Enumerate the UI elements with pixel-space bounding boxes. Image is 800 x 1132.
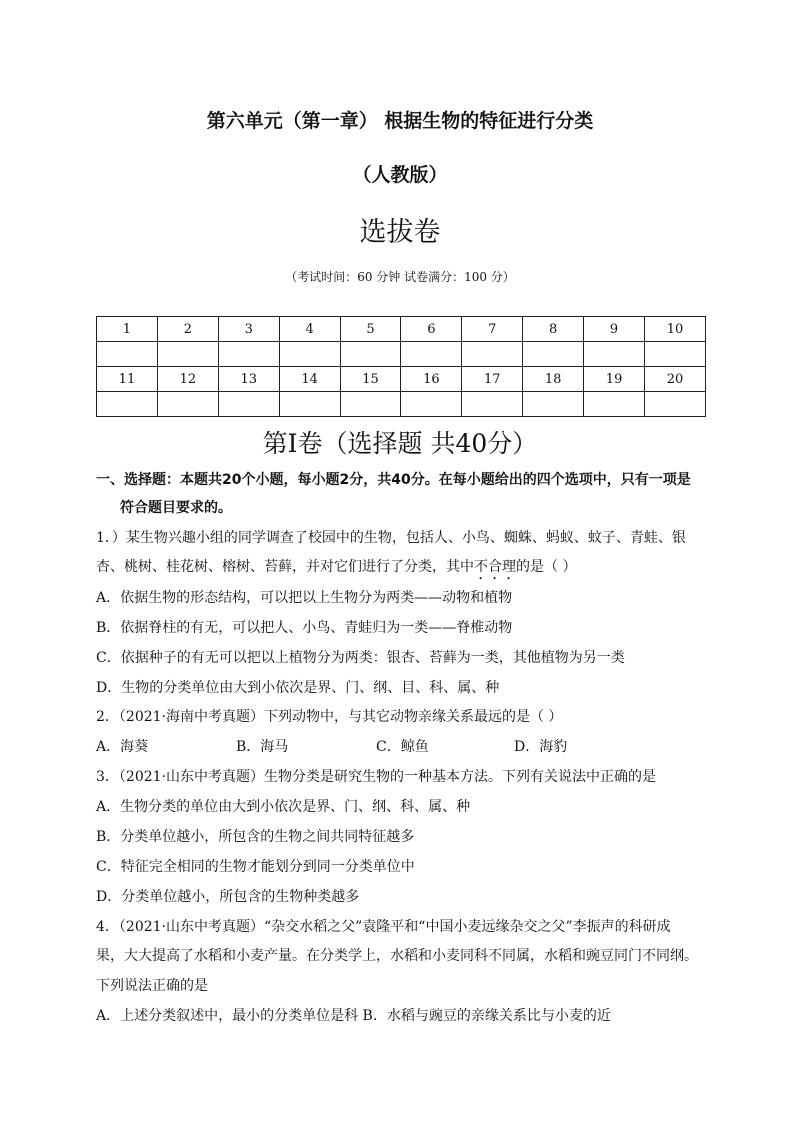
table-cell: 19: [584, 367, 645, 392]
answer-cell: [645, 392, 706, 417]
question-1-stem-continued: [96, 557, 576, 583]
answer-table: [96, 316, 706, 417]
question-1-option-b: B．依据脊柱的有无，可以把人、小鸟、青蛙归为一类——脊椎动物: [96, 620, 513, 636]
table-cell: 11: [97, 367, 158, 392]
question-4-stem-continued: 果，大大提高了水稻和小麦产量。在分类学上，水稻和小麦同科不同属，水稻和豌豆同门不同纲。: [96, 948, 698, 964]
table-cell: 9: [584, 317, 645, 342]
question-4-stem: 4．（2021·山东中考真题）“杂交水稻之父”袁隆平和“中国小麦远缘杂交之父”李振声的科研成: [96, 919, 671, 935]
answer-cell: [97, 342, 158, 367]
answer-cell: [218, 392, 279, 417]
paper-type: 选拔卷: [359, 217, 441, 248]
section-instruction-continued: 符合题目要求的。: [120, 500, 232, 516]
answer-table-number-row: [97, 317, 706, 342]
table-cell: 8: [523, 317, 584, 342]
table-cell: 7: [462, 317, 523, 342]
section-title: 第Ⅰ卷（选择题 共40分）: [262, 429, 538, 458]
exam-info: （考试时间：60 分钟 试卷满分：100 分）: [285, 270, 515, 284]
answer-cell: [97, 392, 158, 417]
question-1-option-d: D．生物的分类单位由大到小依次是界、门、纲、目、科、属、种: [96, 680, 500, 696]
question-2-option-c: C．鲸鱼: [376, 739, 429, 755]
question-2-option-b: B．海马: [236, 739, 289, 755]
answer-cell: [462, 392, 523, 417]
question-1-option-a: A．依据生物的形态结构，可以把以上生物分为两类——动物和植物: [96, 590, 513, 606]
question-1-stem: 1．）某生物兴趣小组的同学调查了校园中的生物，包括人、小鸟、蜘蛛、蚂蚁、蚊子、青蛙、银: [96, 530, 686, 546]
answer-cell: [584, 342, 645, 367]
answer-table-number-row: [97, 367, 706, 392]
section-instruction: 一、选择题：本题共20个小题，每小题2分，共40分。在每小题给出的四个选项中，只有一项是: [96, 472, 691, 488]
answer-cell: [523, 392, 584, 417]
question-text: 的是（ ）: [516, 559, 577, 575]
answer-table-blank-row: [97, 392, 706, 417]
table-cell: 12: [157, 367, 218, 392]
table-cell: 18: [523, 367, 584, 392]
table-cell: 10: [645, 317, 706, 342]
table-cell: 20: [645, 367, 706, 392]
table-cell: 17: [462, 367, 523, 392]
question-2-option-a: A．海葵: [96, 739, 149, 755]
question-3-option-c: C．特征完全相同的生物才能划分到同一分类单位中: [96, 859, 415, 875]
table-cell: 4: [279, 317, 340, 342]
question-1-option-c: C．依据种子的有无可以把以上植物分为两类：银杏、苔藓为一类，其他植物为另一类: [96, 650, 625, 666]
question-3-option-b: B．分类单位越小，所包含的生物之间共同特征越多: [96, 829, 415, 845]
question-3-option-d: D．分类单位越小，所包含的生物种类越多: [96, 889, 360, 905]
question-3-stem: 3．（2021·山东中考真题）生物分类是研究生物的一种基本方法。下列有关说法中正确的是: [96, 769, 656, 785]
answer-cell: [401, 392, 462, 417]
answer-cell: [279, 392, 340, 417]
answer-cell: [462, 342, 523, 367]
table-cell: 14: [279, 367, 340, 392]
answer-cell: [401, 342, 462, 367]
question-4-options-ab: A．上述分类叙述中，最小的分类单位是科 B．水稻与豌豆的亲缘关系比与小麦的近: [96, 1008, 611, 1024]
answer-cell: [523, 342, 584, 367]
table-cell: 2: [157, 317, 218, 342]
question-2-option-d: D．海豹: [514, 739, 568, 755]
answer-cell: [157, 342, 218, 367]
answer-table-blank-row: [97, 342, 706, 367]
table-cell: 6: [401, 317, 462, 342]
answer-cell: [584, 392, 645, 417]
table-cell: 16: [401, 367, 462, 392]
answer-cell: [279, 342, 340, 367]
table-cell: 1: [97, 317, 158, 342]
question-text: 杏、桃树、桂花树、榕树、苔藓，并对它们进行了分类，其中: [96, 559, 474, 575]
table-cell: 13: [218, 367, 279, 392]
edition-label: （人教版）: [352, 164, 448, 186]
question-4-stem-end: 下列说法正确的是: [96, 978, 208, 994]
emphasis-text: 不合理: [474, 559, 516, 575]
question-3-option-a: A．生物分类的单位由大到小依次是界、门、纲、科、属、种: [96, 799, 471, 815]
table-cell: 5: [340, 317, 401, 342]
exam-title: 第六单元（第一章） 根据生物的特征进行分类: [206, 110, 594, 132]
answer-cell: [218, 342, 279, 367]
answer-cell: [340, 392, 401, 417]
answer-cell: [340, 342, 401, 367]
question-2-stem: 2．（2021·海南中考真题）下列动物中，与其它动物亲缘关系最远的是（ ）: [96, 709, 563, 725]
table-cell: 3: [218, 317, 279, 342]
answer-cell: [157, 392, 218, 417]
table-cell: 15: [340, 367, 401, 392]
answer-cell: [645, 342, 706, 367]
